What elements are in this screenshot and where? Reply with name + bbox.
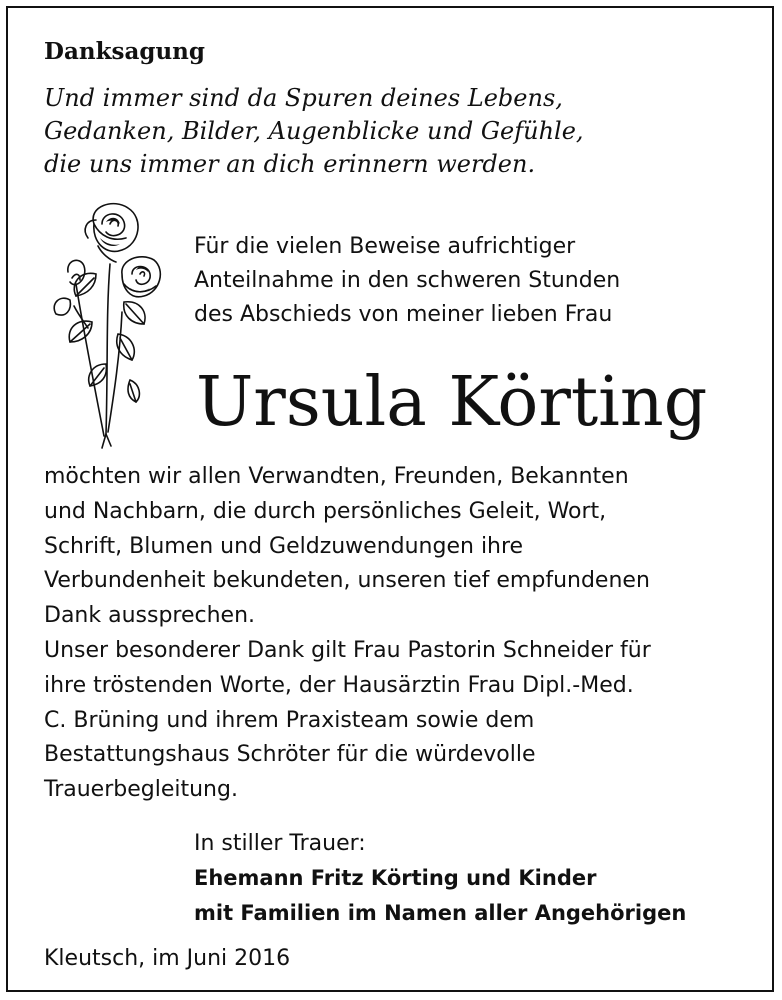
obituary-notice (6, 6, 774, 992)
poem-line: Gedanken, Bilder, Augenblicke und Gefühle, (44, 117, 584, 145)
intro-line: Für die vielen Beweise aufrichtiger (194, 234, 576, 259)
poem-line: Und immer sind da Spuren deines Lebens, (44, 84, 563, 112)
body-line: Unser besonderer Dank gilt Frau Pastorin Schneider für (44, 637, 651, 663)
body-line: Trauerbegleitung. (44, 777, 238, 803)
body-text (44, 460, 754, 808)
body-line: und Nachbarn, die durch persönliches Geleit, Wort, (44, 498, 607, 524)
body-line: C. Brüning und ihrem Praxisteam sowie dem (44, 707, 535, 733)
body-line: möchten wir allen Verwandten, Freunden, Bekannten (44, 464, 629, 489)
intro-line: des Abschieds von meiner lieben Frau (194, 302, 613, 327)
body-line: Bestattungshaus Schröter für die würdevolle (44, 742, 536, 768)
poem-line: die uns immer an dich erinnern werden. (44, 150, 536, 178)
poem (44, 82, 744, 181)
body-line: Dank aussprechen. (44, 603, 256, 629)
intro-text (194, 230, 714, 332)
body-line: Schrift, Blumen und Geldzuwendungen ihre (44, 533, 524, 559)
signature-intro: In stiller Trauer: (194, 831, 366, 856)
deceased-name: Ursula Körting (196, 363, 708, 442)
intro-line: Anteilnahme in den schweren Stunden (194, 268, 621, 293)
heading: Danksagung (44, 38, 205, 65)
body-line: ihre tröstenden Worte, der Hausärztin Frau Dipl.-Med. (44, 672, 634, 698)
signature-line: Ehemann Fritz Körting und Kinder (194, 866, 597, 890)
signature-block (194, 826, 754, 931)
signature-line: mit Familien im Namen aller Angehörigen (194, 901, 687, 925)
body-line: Verbundenheit bekundeten, unseren tief empfundenen (44, 568, 650, 594)
place-date: Kleutsch, im Juni 2016 (44, 946, 291, 971)
rose-illustration (36, 194, 166, 454)
